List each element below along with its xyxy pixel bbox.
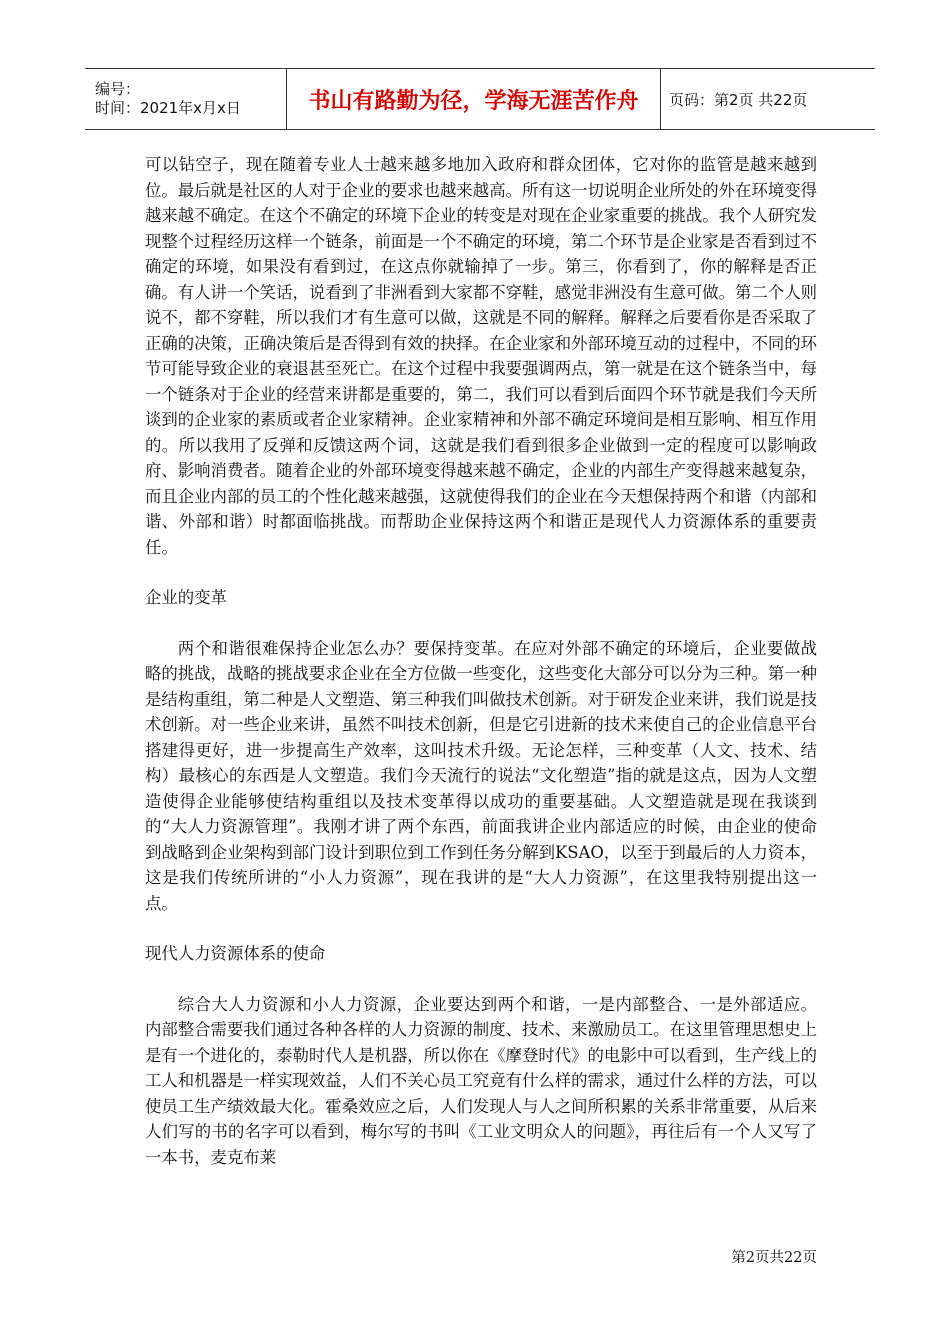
page-footer [731,1246,817,1267]
header-motto [287,69,661,129]
header-page-info [661,69,875,129]
document-time-label: 时间：2021年x月x日 [95,99,241,117]
header-meta [85,69,287,129]
section-heading-hr-mission: 现代人力资源体系的使命 [145,944,326,963]
paragraph-enterprise-change: 两个和谐很难保持企业怎么办？要保持变革。在应对外部不确定的环境后，企业要做战略的挑战，战略的挑战要求企业在全方位做一些变化，这些变化大部分可以分为三种。第一种是结构重组，第二种是人文塑造、第三种我们叫做技术创新。对于研发企业来讲，我们说是技术创新。对一些企业来讲，虽然不叫技术创新，但是它引进新的技术来使自己的企业信息平台搭建得更好，进一步提高生产效率，这叫技术升级。无论怎样，三种变革（人文、技术、结构）最核心的东西是人文塑造。我们今天流行的说法“文化塑造”指的就是这点，因为人文塑造使得企业能够使结构重组以及技术变革得以成功的重要基础。人文塑造就是现在我谈到的“大人力资源管理”。我刚才讲了两个东西，前面我讲企业内部适应的时候，由企业的使命到战略到企业架构到部门设计到职位到工作到任务分解到KSAO，以至于到最后的人力资本，这是我们传统所讲的“小人力资源”，现在我讲的是“大人力资源”，在这里我特别提出这一点。 [145,638,818,913]
document-number-label: 编号： [95,80,141,98]
document-body [145,152,817,1170]
header-table [85,68,875,130]
header-page-label: 页码：第2页 共22页 [669,90,808,109]
footer-page-number: 第2页共22页 [731,1250,817,1266]
motto-text: 书山有路勤为径，学海无涯苦作舟 [308,88,639,114]
section-heading-enterprise-change: 企业的变革 [145,588,227,607]
paragraph-continued: 可以钻空子，现在随着专业人士越来越多地加入政府和群众团体，它对你的监管是越来越到位。最后就是社区的人对于企业的要求也越来越高。所有这一切说明企业所处的外在环境变得越来越不确定。在这个不确定的环境下企业的转变是对现在企业家重要的挑战。我个人研究发现整个过程经历这样一个链条，前面是一个不确定的环境，第二个环节是企业家是否看到过不确定的环境，如果没有看到过，在这点你就输掉了一步。第三，你看到了，你的解释是否正确。有人讲一个笑话，说看到了非洲看到大家都不穿鞋，感觉非洲没有生意可做。第二个人则说不，都不穿鞋，所以我们才有生意可以做，这就是不同的解释。解释之后要看你是否采取了正确的决策，正确决策后是否得到有效的抉择。在企业家和外部环境互动的过程中，不同的环节可能导致企业的衰退甚至死亡。在这个过程中我要强调两点，第一就是在这个链条当中，每一个链条对于企业的经营来讲都是重要的，第二，我们可以看到后面四个环节就是我们今天所谈到的企业家的素质或者企业家精神。企业家精神和外部不确定环境间是相互影响、相互作用的。所以我用了反弹和反馈这两个词，这就是我们看到很多企业做到一定的程度可以影响政府、影响消费者。随着企业的外部环境变得越来越不确定，企业的内部生产变得越来越复杂，而且企业内部的员工的个性化越来越强，这就使得我们的企业在今天想保持两个和谐（内部和谐、外部和谐）时都面临挑战。而帮助企业保持这两个和谐正是现代人力资源体系的重要责任。 [145,155,818,557]
paragraph-hr-mission: 综合大人力资源和小人力资源，企业要达到两个和谐，一是内部整合、一是外部适应。内部整合需要我们通过各种各样的人力资源的制度、技术、来激励员工。在这里管理思想史上是有一个进化的，泰勒时代人是机器，所以你在《摩登时代》的电影中可以看到，生产线上的工人和机器是一样实现效益，人们不关心员工究竟有什么样的需求，通过什么样的方法，可以使员工生产绩效最大化。霍桑效应之后，人们发现人与人之间所积累的关系非常重要，从后来人们写的书的名字可以看到，梅尔写的书叫《工业文明众人的问题》，再往后有一个人又写了一本书，麦克布莱 [145,994,818,1167]
